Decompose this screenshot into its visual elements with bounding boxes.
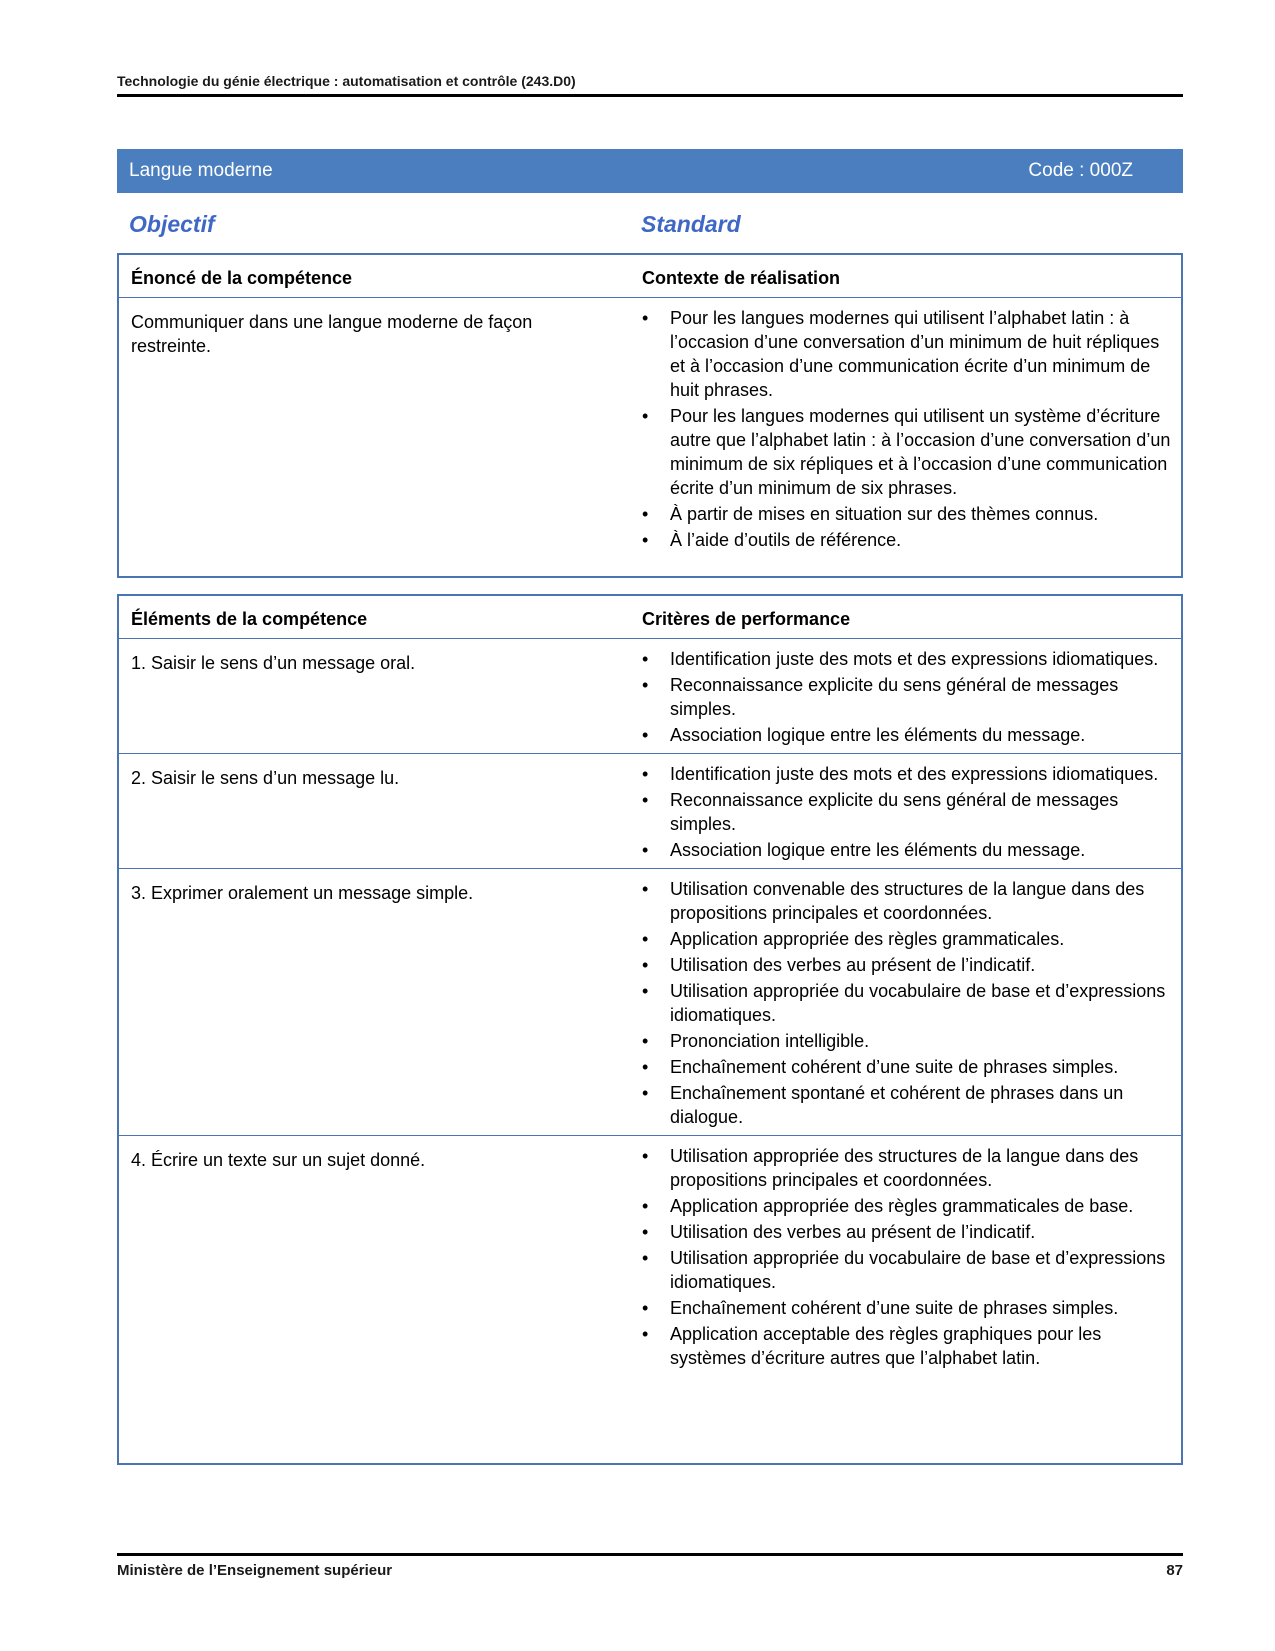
elements-table [117, 594, 1183, 1465]
bullet-icon: • [642, 649, 649, 669]
bullet-icon: • [642, 1298, 649, 1318]
competency-title-bar [117, 149, 1183, 193]
list-item: • Identification juste des mots et des expressions idiomatiques. [642, 649, 1159, 669]
section-objectif: Objectif [129, 211, 215, 237]
criteria-list [642, 1144, 1171, 1370]
enonce-header: Énoncé de la compétence [131, 268, 353, 288]
bullet-icon: • [642, 1057, 649, 1077]
elements-header: Éléments de la compétence [131, 609, 368, 629]
list-item: • Prononciation intelligible. [642, 1031, 870, 1051]
table-row [119, 869, 1181, 1136]
document-header-title: Technologie du génie électrique : automatisation et contrôle (243.D0) [117, 73, 576, 89]
enonce-text: Communiquer dans une langue moderne de façon restreinte. [131, 312, 533, 356]
section-standard: Standard [641, 211, 741, 237]
competence-header-row [119, 255, 1181, 298]
bullet-icon: • [642, 955, 649, 975]
list-item: • Utilisation appropriée du vocabulaire de base et d’expressions idiomatiques. [642, 981, 1166, 1025]
element-label: 4. Écrire un texte sur un sujet donné. [131, 1150, 426, 1170]
bullet-icon: • [642, 929, 649, 949]
list-item: • Pour les langues modernes qui utilisent l’alphabet latin : à l’occasion d’une conversation d’un minimum de huit répliques et à l’occasion d’une communication écrite d’un minimum de huit phrases. [642, 308, 1160, 400]
bullet-icon: • [642, 1222, 649, 1242]
criteria-list [642, 762, 1171, 862]
list-item: • Utilisation convenable des structures de la langue dans des propositions principales et coordonnées. [642, 879, 1145, 923]
bullet-icon: • [642, 790, 649, 810]
list-item: • Pour les langues modernes qui utilisent un système d’écriture autre que l’alphabet latin : à l’occasion d’une conversation d’un minimum de six répliques et à l’occasion d’une communication écrite d’un minimum de six phrases. [642, 406, 1171, 498]
footer-ministry: Ministère de l’Enseignement supérieur [117, 1562, 393, 1579]
bullet-icon: • [642, 1248, 649, 1268]
competency-name: Langue moderne [129, 160, 273, 181]
bullet-icon: • [642, 879, 649, 899]
page-number: 87 [1166, 1562, 1183, 1579]
bullet-icon: • [642, 675, 649, 695]
contexte-header: Contexte de réalisation [642, 268, 841, 288]
bullet-icon: • [642, 725, 649, 745]
elements-header-row [119, 596, 1181, 639]
bullet-icon: • [642, 764, 649, 784]
bullet-icon: • [642, 1324, 649, 1344]
list-item: • Enchaînement cohérent d’une suite de phrases simples. [642, 1057, 1119, 1077]
competence-table [117, 253, 1183, 578]
list-item: • Utilisation des verbes au présent de l’indicatif. [642, 955, 1036, 975]
list-item: • À partir de mises en situation sur des thèmes connus. [642, 504, 1099, 524]
criteres-header: Critères de performance [642, 609, 851, 629]
bullet-icon: • [642, 308, 649, 328]
list-item: • Utilisation des verbes au présent de l’indicatif. [642, 1222, 1036, 1242]
list-item: • Association logique entre les éléments du message. [642, 840, 1086, 860]
criteria-list [642, 647, 1171, 747]
footer-rule [117, 1553, 1183, 1556]
list-item: • À l’aide d’outils de référence. [642, 530, 902, 550]
list-item: • Identification juste des mots et des expressions idiomatiques. [642, 764, 1159, 784]
bullet-icon: • [642, 840, 649, 860]
bullet-icon: • [642, 1196, 649, 1216]
list-item: • Utilisation appropriée du vocabulaire de base et d’expressions idiomatiques. [642, 1248, 1166, 1292]
element-label: 3. Exprimer oralement un message simple. [131, 883, 474, 903]
bullet-icon: • [642, 981, 649, 1001]
competence-body-row [119, 298, 1181, 558]
bullet-icon: • [642, 530, 649, 550]
contexte-list [642, 306, 1171, 552]
list-item: • Association logique entre les éléments du message. [642, 725, 1086, 745]
list-item: • Enchaînement cohérent d’une suite de phrases simples. [642, 1298, 1119, 1318]
header-rule [117, 94, 1183, 97]
list-item: • Application appropriée des règles grammaticales. [642, 929, 1065, 949]
table-row [119, 639, 1181, 754]
element-label: 2. Saisir le sens d’un message lu. [131, 768, 400, 788]
table-row [119, 754, 1181, 869]
bullet-icon: • [642, 504, 649, 524]
list-item: • Application acceptable des règles graphiques pour les systèmes d’écriture autres que l’alphabet latin. [642, 1324, 1102, 1368]
list-item: • Application appropriée des règles grammaticales de base. [642, 1196, 1134, 1216]
bullet-icon: • [642, 1083, 649, 1103]
list-item: • Reconnaissance explicite du sens général de messages simples. [642, 790, 1119, 834]
competency-code: Code : 000Z [1028, 160, 1133, 181]
bullet-icon: • [642, 1031, 649, 1051]
table-row [119, 1136, 1181, 1376]
list-item: • Enchaînement spontané et cohérent de phrases dans un dialogue. [642, 1083, 1124, 1127]
list-item: • Reconnaissance explicite du sens général de messages simples. [642, 675, 1119, 719]
element-label: 1. Saisir le sens d’un message oral. [131, 653, 416, 673]
bullet-icon: • [642, 1146, 649, 1166]
criteria-list [642, 877, 1171, 1129]
bullet-icon: • [642, 406, 649, 426]
list-item: • Utilisation appropriée des structures de la langue dans des propositions principales et coordonnées. [642, 1146, 1139, 1190]
